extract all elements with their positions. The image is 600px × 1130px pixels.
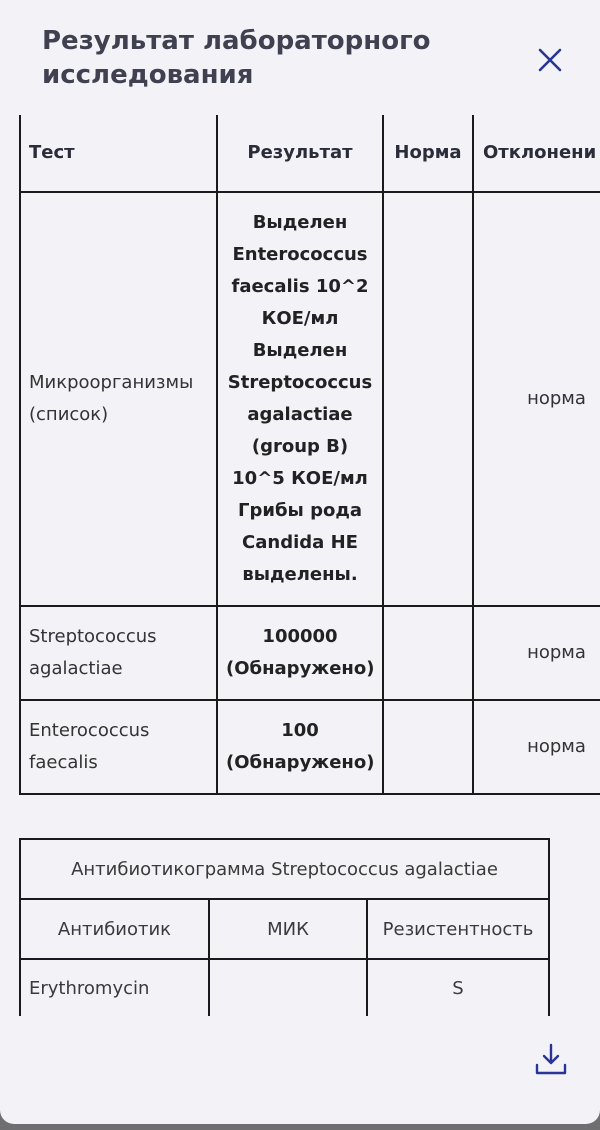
norm-cell [383, 700, 473, 794]
close-button[interactable] [532, 42, 568, 78]
download-icon [534, 1042, 568, 1076]
mic-cell [209, 959, 367, 1016]
test-name-cell: Streptococcus agalactiae [20, 606, 217, 700]
antibiogram-table [19, 838, 550, 1016]
column-header-norm: Норма [383, 115, 473, 192]
page-title: Результат лабораторного исследования [42, 26, 431, 90]
table-row [20, 606, 600, 700]
deviation-cell: норма [473, 606, 600, 700]
download-button[interactable] [532, 1040, 570, 1078]
antibiotic-cell: Erythromycin [20, 959, 209, 1016]
results-table [19, 115, 600, 795]
norm-cell [383, 606, 473, 700]
column-header-antibiotic: Антибиотик [20, 899, 209, 959]
table-header-row [20, 115, 600, 192]
column-header-deviation: Отклонени [473, 115, 600, 192]
column-header-result: Результат [217, 115, 383, 192]
resistance-cell: S [367, 959, 549, 1016]
column-header-resistance: Резистентность [367, 899, 549, 959]
result-cell: Выделен Enterococcus faecalis 10^2 КОЕ/мл Выделен Streptococcus agalactiae (group B) 10^5 КОЕ/мл Грибы рода Candida НЕ выделены. [217, 192, 383, 606]
norm-cell [383, 192, 473, 606]
table-row [20, 700, 600, 794]
table-row [20, 192, 600, 606]
close-icon [537, 47, 563, 73]
test-name-cell: Enterococcus faecalis [20, 700, 217, 794]
antibiogram-header-row [20, 899, 549, 959]
deviation-cell: норма [473, 192, 600, 606]
column-header-test: Тест [20, 115, 217, 192]
antibiogram-title-row [20, 839, 549, 899]
table-row [20, 959, 549, 1016]
result-cell: 100000 (Обнаружено) [217, 606, 383, 700]
column-header-mic: МИК [209, 899, 367, 959]
result-cell: 100 (Обнаружено) [217, 700, 383, 794]
results-scroll-area[interactable] [0, 115, 600, 1023]
deviation-cell: норма [473, 700, 600, 794]
antibiogram-title: Антибиотикограмма Streptococcus agalactiae [20, 839, 549, 899]
test-name-cell: Микроорганизмы (список) [20, 192, 217, 606]
